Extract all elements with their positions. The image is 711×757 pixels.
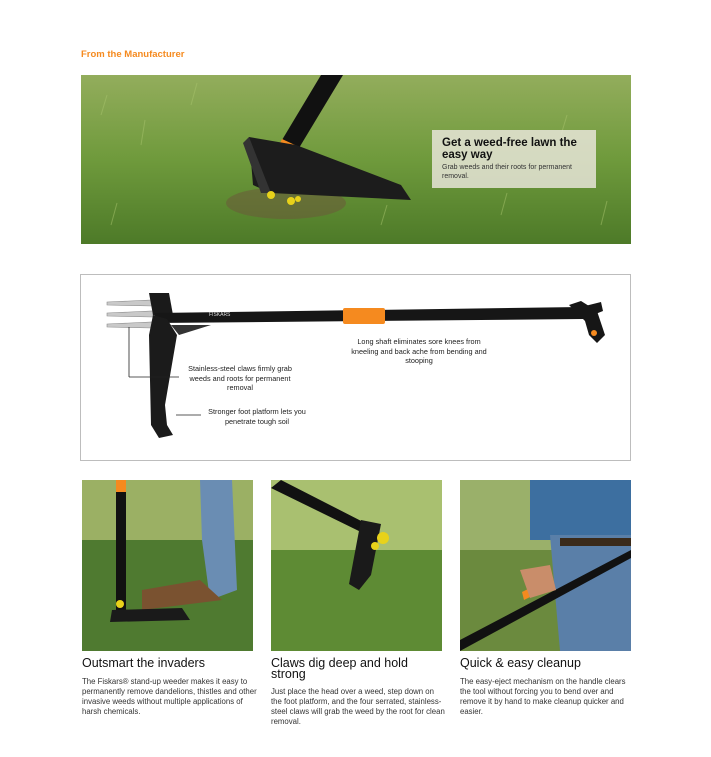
hero-banner bbox=[81, 75, 631, 244]
feature-image-3 bbox=[460, 480, 631, 651]
feature-body-2: Just place the head over a weed, step down on the foot platform, and the four serrated, stainless-steel claws will grab the weed by the root for clean removal. bbox=[271, 687, 445, 726]
section-label: From the Manufacturer bbox=[81, 49, 185, 60]
feature-title-2: Claws dig deep and hold strong bbox=[271, 656, 408, 681]
feature-body-3: The easy-eject mechanism on the handle clears the tool without forcing you to bend over and remove it by hand to make cleanup quicker and easier. bbox=[460, 677, 626, 716]
diagram-brand: FISKARS bbox=[209, 312, 231, 318]
feature-image-1 bbox=[82, 480, 253, 651]
feature-title-3: Quick & easy cleanup bbox=[460, 656, 581, 670]
claws-note: Stainless-steel claws firmly grab weeds and roots for permanent removal bbox=[188, 364, 292, 392]
foot-note: Stronger foot platform lets you penetrate tough soil bbox=[208, 407, 306, 426]
shaft-note: Long shaft eliminates sore knees from kneeling and back ache from bending and stooping bbox=[351, 337, 487, 365]
product-diagram bbox=[80, 274, 631, 461]
hero-body: Grab weeds and their roots for permanent removal. bbox=[442, 164, 572, 180]
feature-body-1: The Fiskars® stand-up weeder makes it easy to permanently remove dandelions, thistles and other invasive weeds without multiple applications of harsh chemicals. bbox=[82, 677, 257, 716]
feature-title-1: Outsmart the invaders bbox=[82, 656, 205, 670]
feature-image-2 bbox=[271, 480, 442, 651]
weeder-illustration bbox=[81, 275, 630, 460]
hero-title: Get a weed-free lawn the easy way bbox=[442, 137, 577, 161]
hero-callout bbox=[432, 130, 596, 188]
